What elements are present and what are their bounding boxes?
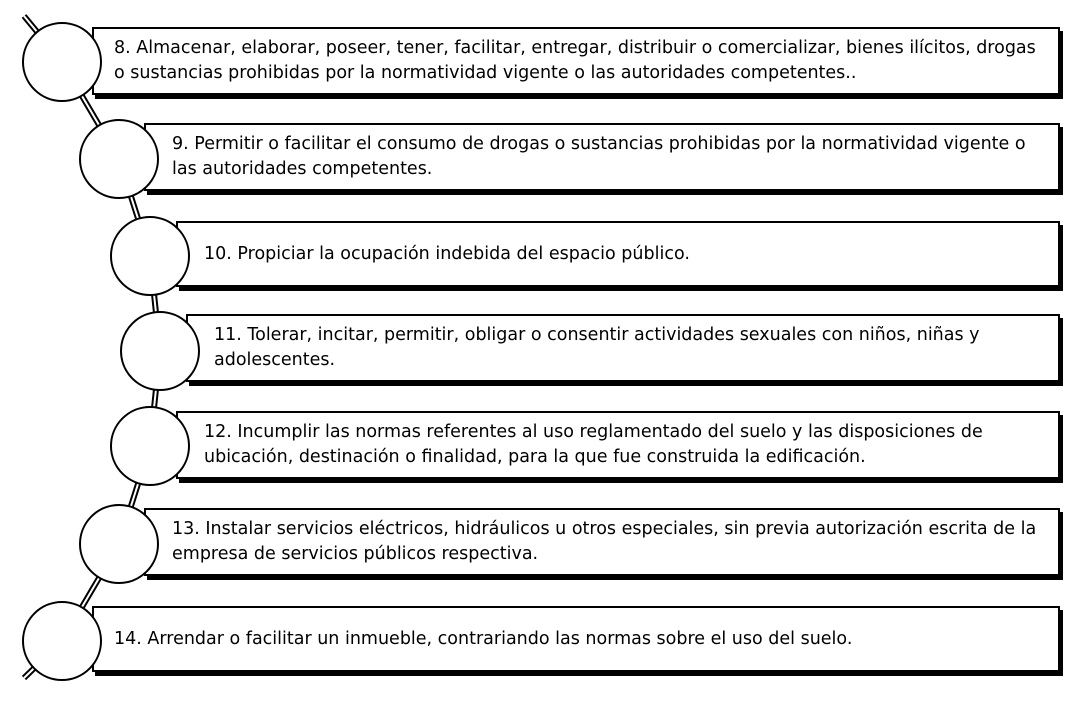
item-box-8 <box>92 27 1060 95</box>
item-text-10: 10. Propiciar la ocupación indebida del espacio público. <box>204 243 690 264</box>
item-box-11 <box>186 314 1060 382</box>
timeline-node-8 <box>22 22 102 102</box>
item-box-14 <box>92 606 1060 672</box>
timeline-node-10 <box>110 216 190 296</box>
item-box-9 <box>144 123 1060 191</box>
item-text-11: 11. Tolerar, incitar, permitir, obligar o consentir actividades sexuales con niños, niñas y adolescentes. <box>214 325 980 370</box>
item-text-13: 13. Instalar servicios eléctricos, hidráulicos u otros especiales, sin previa autorización escrita de la empresa de servicios públicos respectiva. <box>172 519 1037 564</box>
timeline-node-12 <box>110 406 190 486</box>
item-text-8: 8. Almacenar, elaborar, poseer, tener, facilitar, entregar, distribuir o comercializar, bienes ilícitos, drogas o sustancias prohibidas por la normatividad vigente o las autoridades competentes.. <box>114 38 1036 83</box>
item-box-10 <box>176 221 1060 287</box>
timeline-node-11 <box>120 311 200 391</box>
item-text-9: 9. Permitir o facilitar el consumo de drogas o sustancias prohibidas por la normatividad vigente o las autoridades competentes. <box>172 134 1026 179</box>
timeline-node-14 <box>22 601 102 681</box>
item-text-14: 14. Arrendar o facilitar un inmueble, contrariando las normas sobre el uso del suelo. <box>114 628 853 649</box>
item-text-12: 12. Incumplir las normas referentes al uso reglamentado del suelo y las disposiciones de ubicación, destinación o finalidad, para la que fue construida la edificación. <box>204 422 983 467</box>
timeline-node-9 <box>79 119 159 199</box>
item-box-13 <box>144 508 1060 576</box>
timeline-node-13 <box>79 504 159 584</box>
item-box-12 <box>176 411 1060 479</box>
